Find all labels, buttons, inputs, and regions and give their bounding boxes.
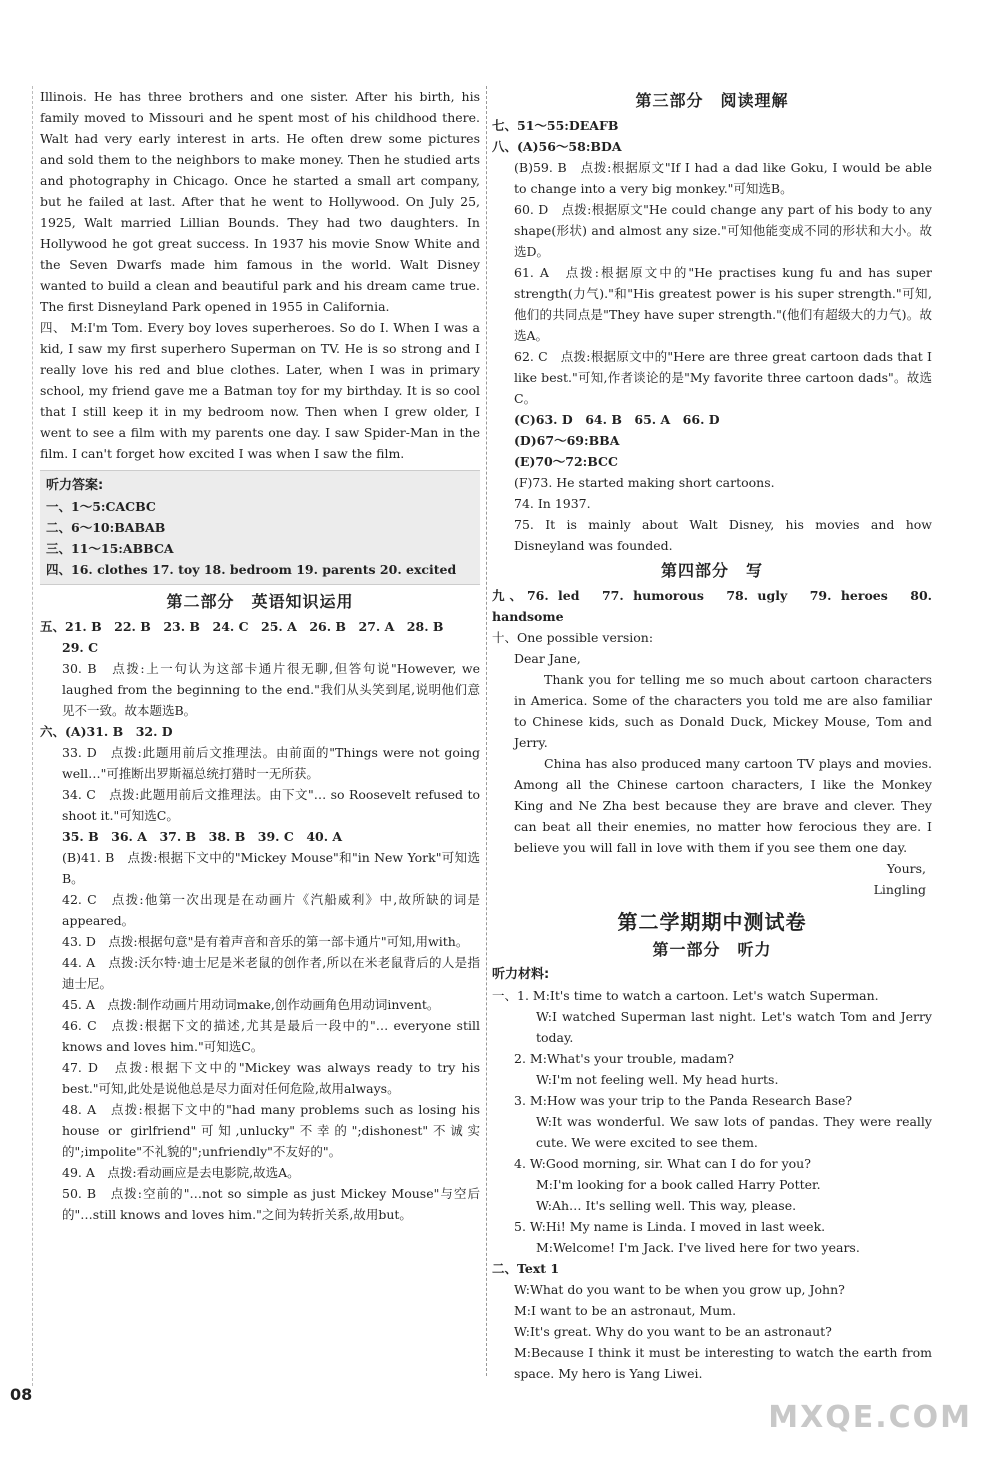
dialog-line: M:Welcome! I'm Jack. I've lived here for two years. bbox=[536, 1240, 860, 1255]
answer-item: 34. C 点拨:此题用前后文推理法。由下文"… so Roosevelt refused to shoot it."可知选C。 bbox=[62, 787, 480, 823]
answer-item: 33. D 点拨:此题用前后文推理法。由前面的"Things were not going well…"可推断出罗斯福总统打猎时一无所获。 bbox=[62, 745, 480, 781]
answer-item: 六、(A)31. B 32. D bbox=[40, 724, 173, 739]
reading-item: (B)59. B 点拨:根据原文"If I had a dad like Goku, I would be able to change into a very big monkey."可知选B。 bbox=[514, 160, 932, 196]
answer-item: 30. B 点拨:上一句认为这部卡通片很无聊,但答句说"However, we laughed from the beginning to the end."我们从头笑到尾,说明他们意见不一致。故本题选B。 bbox=[62, 661, 480, 718]
answer-line: 三、11～15:ABBCA bbox=[46, 541, 174, 556]
dialog-line: W:What do you want to be when you grow up, John? bbox=[514, 1282, 845, 1297]
letter-closing: Yours, bbox=[886, 861, 926, 876]
answer-item: 48. A 点拨:根据下文中的"had many problems such as losing his house or girlfriend"可知,unlucky"不幸的";dishonest"不诚实的";impolite"不礼貌的";unfriendly"不友好的"。 bbox=[62, 1102, 480, 1159]
dialog-line: M:I'm looking for a book called Harry Potter. bbox=[536, 1177, 821, 1192]
section2-title: 第二部分 英语知识运用 bbox=[166, 592, 354, 611]
writing-intro: 十、One possible version: bbox=[492, 630, 654, 645]
reading-item: (E)70～72:BCC bbox=[514, 454, 618, 469]
dialog-line: W:I'm not feeling well. My head hurts. bbox=[536, 1072, 779, 1087]
dialog-line: M:I want to be an astronaut, Mum. bbox=[514, 1303, 737, 1318]
answer-item: 46. C 点拨:根据下文的描述,尤其是最后一段中的"… everyone still knows and loves him."可知选C。 bbox=[62, 1018, 480, 1054]
dialog-line: W:It was wonderful. We saw lots of pandas. They were really cute. We were excited to see them. bbox=[536, 1114, 932, 1150]
answer-item: (B)41. B 点拨:根据下文中的"Mickey Mouse"和"in New York"可知选B。 bbox=[62, 850, 480, 886]
dialog-line: 3. M:How was your trip to the Panda Research Base? bbox=[514, 1093, 853, 1108]
left-margin-rule bbox=[32, 86, 33, 1386]
dialog-line: 2. M:What's your trouble, madam? bbox=[514, 1051, 734, 1066]
dialog-line: 二、Text 1 bbox=[492, 1261, 560, 1276]
right-column bbox=[492, 86, 932, 1384]
dialog-line: W:Ah… It's selling well. This way, please. bbox=[536, 1198, 797, 1213]
letter-paragraph: Thank you for telling me so much about cartoon characters in America. Some of the characters you told me are also familiar to Chinese kids, such as Donald Duck, Mickey Mouse, Tom and Jerry. bbox=[514, 672, 932, 750]
column-divider bbox=[486, 86, 487, 1376]
answer-item: 45. A 点拨:制作动画片用动词make,创作动画角色用动词invent。 bbox=[62, 997, 440, 1012]
answer-item: 47. D 点拨:根据下文中的"Mickey was always ready to try his best."可知,此处是说他总是尽力面对任何危险,故用always。 bbox=[62, 1060, 480, 1096]
left-column bbox=[40, 86, 480, 1225]
answer-item: 42. C 点拨:他第一次出现是在动画片《汽船威利》中,故所缺的词是appeared。 bbox=[62, 892, 480, 928]
dialog-line: W:I watched Superman last night. Let's watch Tom and Jerry today. bbox=[536, 1009, 932, 1045]
dialog-line: 5. W:Hi! My name is Linda. I moved in last week. bbox=[514, 1219, 826, 1234]
answer-line: 四、16. clothes 17. toy 18. bedroom 19. parents 20. excited bbox=[46, 562, 457, 577]
story-paragraph: Illinois. He has three brothers and one sister. After his birth, his family moved to Missouri and he spent most of his childhood there. Walt had very early interest in arts. He often drew some pictures and sold them to the neighbors to make money. Then he studied arts and photography in Chicago. Once he started a small art company, but he failed at last. After that he went to Hollywood. On July 25, 1925, Walt married Lillian Bounds. They had two daughters. In Hollywood he got great success. In 1937 his movie Snow White and the Seven Dwarfs made him famous in the world. Walt Disney wanted to build a clean and beautiful park and his dream came true. The first Disneyland Park opened in 1955 in California. bbox=[40, 89, 480, 314]
letter-signature: Lingling bbox=[873, 882, 926, 897]
answer-item: 35. B 36. A 37. B 38. B 39. C 40. A bbox=[62, 829, 343, 844]
answer-item: 五、21. B 22. B 23. B 24. C 25. A 26. B 27. A 28. B bbox=[40, 619, 444, 634]
letter-greeting: Dear Jane, bbox=[514, 651, 581, 666]
reading-item: 七、51～55:DEAFB bbox=[492, 118, 619, 133]
watermark: MXQE.COM bbox=[768, 1400, 972, 1435]
listening-material-title: 听力材料: bbox=[492, 967, 550, 982]
part1-title: 第一部分 听力 bbox=[652, 940, 772, 959]
answer-item: 49. A 点拨:看动画应是去电影院,故选A。 bbox=[62, 1165, 300, 1180]
reading-item: 75. It is mainly about Walt Disney, his movies and how Disneyland was founded. bbox=[514, 517, 932, 553]
answer-line: 二、6～10:BABAB bbox=[46, 520, 166, 535]
letter-paragraph: China has also produced many cartoon TV plays and movies. Among all the Chinese cartoon characters, I like the Monkey King and Ne Zha best because they are brave and clever. They can beat all their enemies, no matter how ferocious they are. I believe you will fall in love with them if you see them one day. bbox=[514, 756, 932, 855]
reading-item: 74. In 1937. bbox=[514, 496, 591, 511]
page-number: 08 bbox=[10, 1385, 33, 1404]
answer-item: 29. C bbox=[62, 640, 99, 655]
listening-answers-title: 听力答案: bbox=[46, 478, 104, 493]
exam-title: 第二学期期中测试卷 bbox=[617, 910, 807, 934]
answer-line: 一、1～5:CACBC bbox=[46, 499, 156, 514]
dialog-line: 一、1. M:It's time to watch a cartoon. Let's watch Superman. bbox=[492, 988, 879, 1003]
listening-answers-box bbox=[40, 470, 480, 585]
reading-item: 60. D 点拨:根据原文"He could change any part of his body to any shape(形状) and almost any size."可知他能变成不同的形状和大小。故选D。 bbox=[514, 202, 932, 259]
section4-title: 第四部分 写 bbox=[660, 561, 763, 580]
dialog-line: 4. W:Good morning, sir. What can I do for you? bbox=[514, 1156, 811, 1171]
listening-part4-text: 四、 M:I'm Tom. Every boy loves superheroes. So do I. When I was a kid, I saw my first superhero Superman on TV. He is so strong and I really love his red and blue clothes. Later, when I was in primary school, my friend gave me a Batman toy for my birthday. It is so cool that I still keep it in my bedroom now. Then when I grew older, I went to see a film with my parents one day. I saw Spider-Man in the film. I can't forget how excited I was when I saw the film. bbox=[40, 320, 480, 461]
reading-item: (C)63. D 64. B 65. A 66. D bbox=[514, 412, 720, 427]
answer-item: 44. A 点拨:沃尔特·迪士尼是米老鼠的创作者,所以在米老鼠背后的人是指迪士尼。 bbox=[62, 955, 480, 991]
answer-item: 50. B 点拨:空前的"…not so simple as just Mickey Mouse"与空后的"…still knows and loves him."之间为转折关系,故用but。 bbox=[62, 1186, 480, 1222]
section3-title: 第三部分 阅读理解 bbox=[635, 91, 789, 110]
reading-item: 61. A 点拨:根据原文中的"He practises kung fu and has super strength(力气)."和"His greatest power is his super strength."可知,他们的共同点是"They have super strength."(他们有超级大的力气)。故选A。 bbox=[514, 265, 932, 343]
writing-answers: 九、76. led 77. humorous 78. ugly 79. heroes 80. handsome bbox=[492, 588, 932, 624]
dialog-line: M:Because I think it must be interesting to watch the earth from space. My hero is Yang Liwei. bbox=[514, 1345, 932, 1381]
reading-item: (D)67～69:BBA bbox=[514, 433, 620, 448]
answer-item: 43. D 点拨:根据句意"是有着声音和音乐的第一部卡通片"可知,用with。 bbox=[62, 934, 469, 949]
reading-item: 八、(A)56～58:BDA bbox=[492, 139, 622, 154]
dialog-line: W:It's great. Why do you want to be an astronaut? bbox=[514, 1324, 832, 1339]
reading-item: 62. C 点拨:根据原文中的"Here are three great cartoon dads that I like best."可知,作者谈论的是"My favorite three cartoon dads"。故选C。 bbox=[514, 349, 932, 406]
reading-item: (F)73. He started making short cartoons. bbox=[514, 475, 775, 490]
